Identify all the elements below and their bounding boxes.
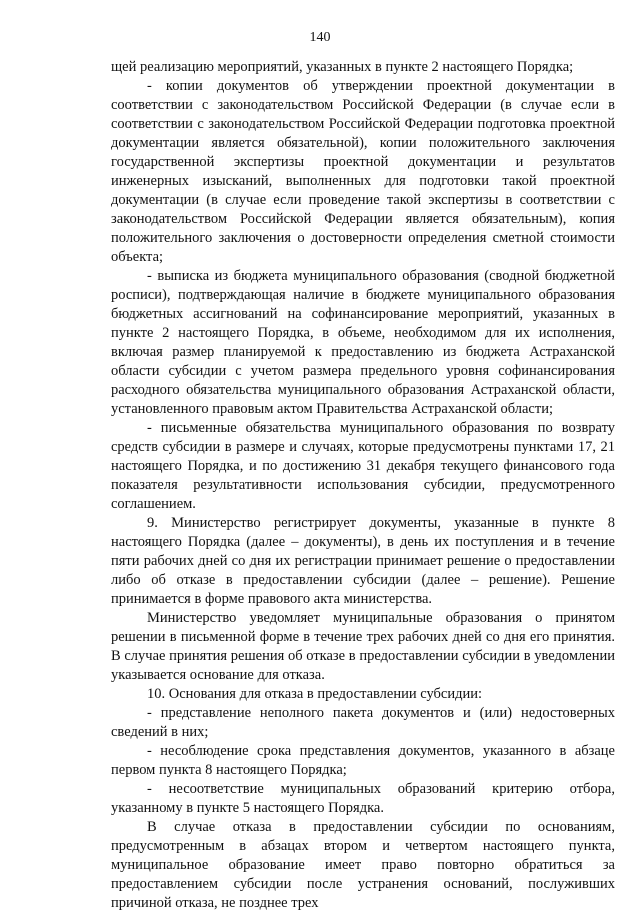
paragraph: Министерство уведомляет муниципальные образования о принятом решении в письменной форме в течение трех рабочих дней со дня его принятия. В случае принятия решения об отказе в предоставлении субсидии в уведомлении указывается основание для отказа. xyxy=(111,610,615,683)
paragraph: щей реализацию мероприятий, указанных в пункте 2 настоящего Порядка; xyxy=(111,59,574,75)
paragraph: 9. Министерство регистрирует документы, указанные в пункте 8 настоящего Порядка (далее – документы), в день их поступления и в течение пяти рабочих дней со дня их регистрации принимает решение о предоставлении либо об отказе в предоставлении субсидии (далее – решение). Решение принимается в форме правового акта министерства. xyxy=(111,515,615,607)
paragraph: В случае отказа в предоставлении субсидии по основаниям, предусмотренным в абзацах втором и четвертом настоящего пункта, муниципальное образование имеет право повторно обратиться за предоставлением субсидии после устранения оснований, послуживших причиной отказа, не позднее трех xyxy=(111,819,615,911)
paragraph: - копии документов об утверждении проектной документации в соответствии с законодательством Российской Федерации (в случае если в соответствии с законодательством Российской Федерации подготовка проектной документации является обязательной), копии положительного заключения государственной экспертизы проектной документации и результатов инженерных изысканий, выполненных для подготовки такой проектной документации (в случае если проведение такой экспертизы в соответствии с законодательством Российской Федерации является обязательным), копия положительного заключения о достоверности определения сметной стоимости объекта; xyxy=(111,78,615,265)
page-number: 140 xyxy=(309,30,331,45)
paragraph: - несоответствие муниципальных образований критерию отбора, указанному в пункте 5 настоящего Порядка. xyxy=(111,781,615,816)
paragraph: 10. Основания для отказа в предоставлении субсидии: xyxy=(147,686,483,702)
paragraph: - выписка из бюджета муниципального образования (сводной бюджетной росписи), подтверждающая наличие в бюджете муниципального образования бюджетных ассигнований на софинансирование мероприятий, указанных в пункте 2 настоящего Порядка, в объеме, необходимом для их исполнения, включая размер планируемой к предоставлению из бюджета Астраханской области субсидии с учетом размера предельного уровня софинансирования расходного обязательства муниципального образования Астраханской области, установленного правовым актом Правительства Астраханской области; xyxy=(111,268,615,417)
paragraph: - представление неполного пакета документов и (или) недостоверных сведений в них; xyxy=(111,705,615,740)
paragraph: - несоблюдение срока представления документов, указанного в абзаце первом пункта 8 настоящего Порядка; xyxy=(111,743,615,778)
document-body xyxy=(111,58,615,913)
paragraph: - письменные обязательства муниципального образования по возврату средств субсидии в размере и случаях, которые предусмотрены пунктами 17, 21 настоящего Порядка, и по достижению 31 декабря текущего финансового года показателя результативности использования субсидии, предусмотренного соглашением. xyxy=(111,420,615,512)
